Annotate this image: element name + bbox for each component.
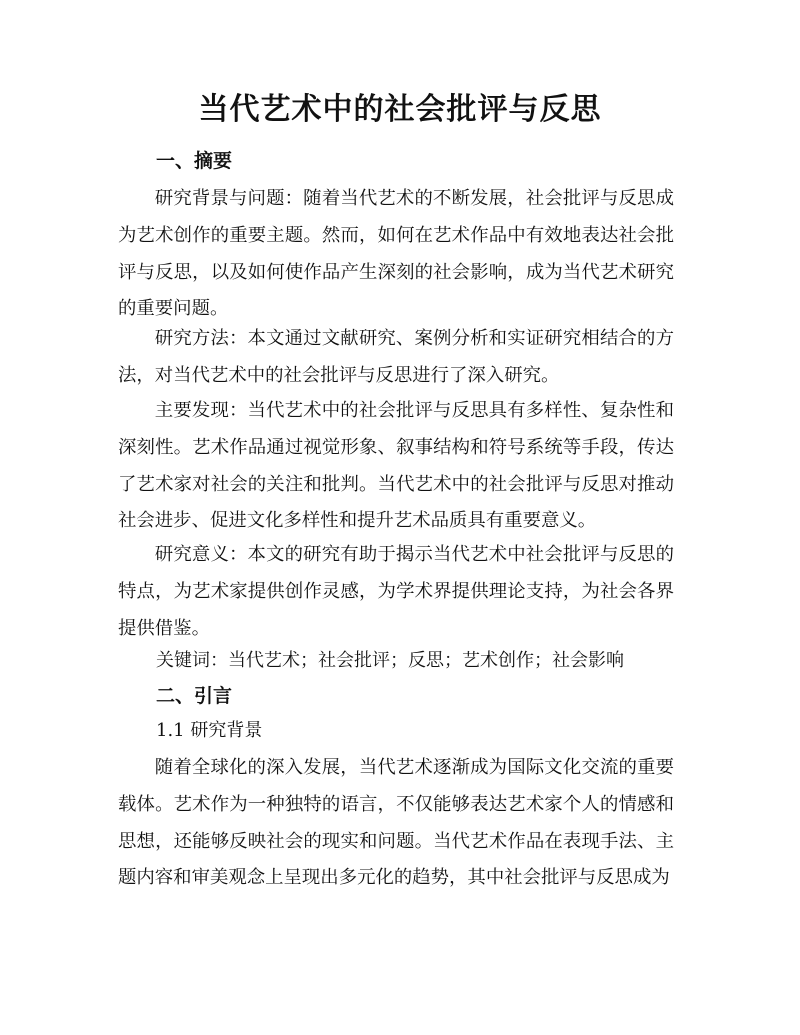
page-title: 当代艺术中的社会批评与反思 <box>198 92 602 127</box>
abstract-background-paragraph: 研究背景与问题：随着当代艺术的不断发展，社会批评与反思成为艺术创作的重要主题。然而，如何在艺术作品中有效地表达社会批评与反思，以及如何使作品产生深刻的社会影响，成为当代艺术研究的重要问题。 <box>118 188 674 320</box>
keywords-line: 关键词：当代艺术；社会批评；反思；艺术创作；社会影响 <box>156 650 624 671</box>
abstract-significance-paragraph: 研究意义：本文的研究有助于揭示当代艺术中社会批评与反思的特点，为艺术家提供创作灵感，为学术界提供理论支持，为社会各界提供借鉴。 <box>118 544 674 639</box>
intro-background-paragraph: 随着全球化的深入发展，当代艺术逐渐成为国际文化交流的重要载体。艺术作为一种独特的语言，不仅能够表达艺术家个人的情感和思想，还能够反映社会的现实和问题。当代艺术作品在表现手法、主题内容和审美观念上呈现出多元化的趋势，其中社会批评与反思成为 <box>118 757 674 889</box>
abstract-method-paragraph: 研究方法：本文通过文献研究、案例分析和实证研究相结合的方法，对当代艺术中的社会批评与反思进行了深入研究。 <box>118 328 674 386</box>
abstract-findings-paragraph: 主要发现：当代艺术中的社会批评与反思具有多样性、复杂性和深刻性。艺术作品通过视觉形象、叙事结构和符号系统等手段，传达了艺术家对社会的关注和批判。当代艺术中的社会批评与反思对推动社会进步、促进文化多样性和提升艺术品质具有重要意义。 <box>118 400 674 532</box>
intro-heading: 二、引言 <box>156 685 233 707</box>
abstract-heading: 一、摘要 <box>156 150 233 172</box>
intro-subheading-research-background: 1.1 研究背景 <box>156 720 263 741</box>
